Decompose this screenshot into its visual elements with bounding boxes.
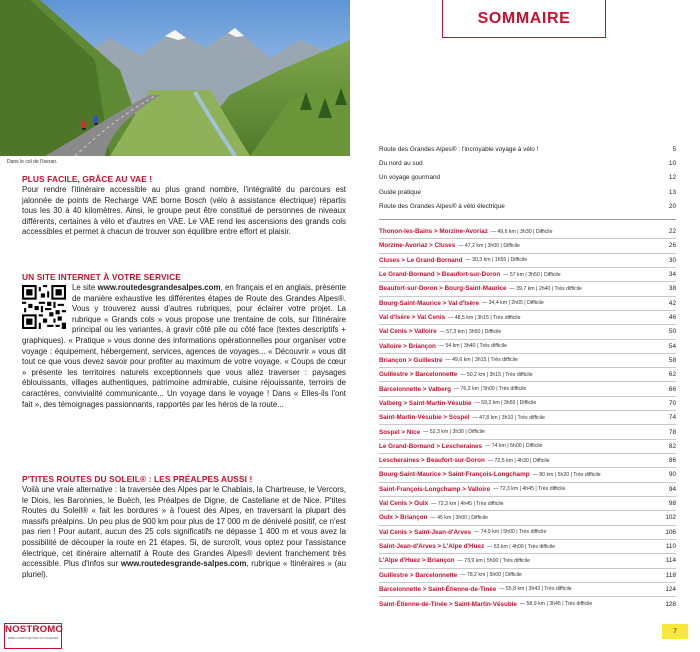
stage-details: — 52,3 km | 3h30 | Difficile bbox=[423, 429, 485, 436]
stage-details: — 50,2 km | 3h15 | Très difficile bbox=[460, 371, 533, 378]
stage-entry[interactable] bbox=[379, 497, 676, 511]
stage-page: 58 bbox=[668, 356, 676, 364]
stage-page: 124 bbox=[665, 585, 676, 593]
stage-entry[interactable] bbox=[379, 325, 676, 339]
stage-entry[interactable] bbox=[379, 540, 676, 554]
nostromo-logo bbox=[4, 623, 62, 649]
stage-route: Cluses > Le Grand-Bornand bbox=[379, 256, 463, 264]
toc-entry[interactable] bbox=[379, 185, 676, 199]
mountain-road-illustration bbox=[0, 0, 350, 156]
stage-entry[interactable] bbox=[379, 225, 676, 239]
stage-page: 34 bbox=[668, 271, 676, 279]
toc-entry[interactable] bbox=[379, 171, 676, 185]
stage-route: Bourg-Saint-Maurice > Saint-François-Longchamp bbox=[379, 471, 530, 479]
stage-entry[interactable] bbox=[379, 239, 676, 253]
stage-page: 82 bbox=[668, 442, 676, 450]
stage-entry[interactable] bbox=[379, 254, 676, 268]
photo-caption: Dans le col de l'Iseran. bbox=[7, 159, 58, 165]
toc-entry[interactable] bbox=[379, 142, 676, 156]
stage-route: Val Cenis > Oulx bbox=[379, 500, 429, 508]
stage-route: Val Cenis > Saint-Jean-d'Arves bbox=[379, 528, 471, 536]
stage-route: Sospel > Nice bbox=[379, 428, 421, 436]
stage-entry[interactable] bbox=[379, 282, 676, 296]
stage-route: Saint-Étienne-de-Tinée > Saint-Martin-Vésubie bbox=[379, 600, 517, 608]
stage-details: — 78,2 km | 5h00 | Difficile bbox=[460, 572, 522, 579]
stage-route: Saint-François-Longchamp > Valloire bbox=[379, 485, 491, 493]
stage-route: Valloire > Briançon bbox=[379, 342, 436, 350]
stage-entry[interactable] bbox=[379, 382, 676, 396]
stage-page: 66 bbox=[668, 385, 676, 393]
stage-route: Briançon > Guillestre bbox=[379, 356, 443, 364]
toc-entry-page: 13 bbox=[668, 188, 676, 196]
stage-route: Lescheraines > Beaufort-sur-Doron bbox=[379, 457, 485, 465]
stage-page: 38 bbox=[668, 285, 676, 293]
stage-page: 42 bbox=[668, 299, 676, 307]
stage-page: 114 bbox=[665, 557, 676, 565]
stage-toc bbox=[379, 225, 676, 611]
stage-details: — 48,5 km | 3h15 | Très difficile bbox=[448, 314, 521, 321]
stage-entry[interactable] bbox=[379, 569, 676, 583]
section-heading: UN SITE INTERNET À VOTRE SERVICE bbox=[22, 272, 181, 282]
stage-details: — 55,8 km | 3h43 | Très difficile bbox=[499, 586, 572, 593]
stage-page: 78 bbox=[668, 428, 676, 436]
stage-entry[interactable] bbox=[379, 554, 676, 568]
stage-entry[interactable] bbox=[379, 397, 676, 411]
stage-details: — 45 km | 3h00 | Difficile bbox=[430, 514, 488, 521]
stage-route: Thonon-les-Bains > Morzine-Avoriaz bbox=[379, 228, 488, 236]
stage-page: 110 bbox=[665, 543, 676, 551]
stage-page: 30 bbox=[668, 256, 676, 264]
toc-entry-label: Route des Grandes Alpes® : l'incroyable voyage à vélo ! bbox=[379, 145, 539, 153]
stage-details: — 63 km | 4h00 | Très difficile bbox=[487, 543, 556, 550]
stage-entry[interactable] bbox=[379, 297, 676, 311]
stage-details: — 34,4 km | 2h05 | Difficile bbox=[482, 300, 544, 307]
stage-route: Valberg > Saint-Martin-Vésubie bbox=[379, 399, 472, 407]
stage-page: 128 bbox=[665, 600, 676, 608]
stage-page: 102 bbox=[665, 514, 676, 522]
stage-route: Guillestre > Barcelonnette bbox=[379, 371, 458, 379]
stage-entry[interactable] bbox=[379, 425, 676, 439]
website-link[interactable]: www.routedesgrande-salpes.com bbox=[120, 559, 247, 569]
stage-route: Le Grand-Bornand > Lescheraines bbox=[379, 442, 483, 450]
stage-route: Guillestre > Barcelonnette bbox=[379, 571, 458, 579]
stage-entry[interactable] bbox=[379, 454, 676, 468]
stage-entry[interactable] bbox=[379, 511, 676, 525]
stage-details: — 58,9 km | 3h45 | Très difficile bbox=[519, 601, 593, 608]
stage-page: 22 bbox=[668, 228, 676, 236]
section-text bbox=[22, 485, 346, 580]
stage-route: Saint-Martin-Vésubie > Sospel bbox=[379, 414, 470, 422]
section-text-end: , en français et en anglais, présente de manière exhaustive les différentes étapes de Route des Grandes Alpes®. Vous y trouverez aussi d'autres rubriques, pour éclairer votre projet. La rubrique « Grands cols » vous propose une trentaine de cols, sur l'itinéraire principal ou les variantes, à gravir côté pile ou côté face (textes descriptifs + graphiques). « Pratique » vous donne des informations opérationnelles pour organiser votre voyage : équipement, hébergement, services, agences de voyages... « Découvrir » vous dit tout ce que vous devez savoir pour profiter au maximum de votre voyage. « Coups de cœur » présente les territoires naturels exceptionnels que vous allez traverser : paysages éblouissants, villages authentiques, patrimoine admirable, cuisine réjouissante, terroirs de caractères, convivialité communicante... Un voyage dans le voyage ! Dans « Elles-ils l'ont fait », des témoignages passionnants, rapportés par les héros de la route... bbox=[22, 283, 346, 409]
toc-entry-label: Du nord au sud bbox=[379, 159, 423, 167]
stage-details: — 47,2 km | 3h00 | Difficile bbox=[458, 242, 520, 249]
stage-page: 106 bbox=[665, 528, 676, 536]
section-ptites-routes bbox=[22, 474, 346, 580]
stage-page: 54 bbox=[668, 342, 676, 350]
logo-subtitle: WEB COMPTOIR DES VOYAGEURS bbox=[7, 636, 59, 640]
logo-name: NOSTROMO bbox=[5, 624, 64, 635]
toc-entry-label: Route des Grandes Alpes® à vélo électrique bbox=[379, 202, 505, 210]
stage-details: — 73,9 km | 5h00 | Très difficile bbox=[457, 557, 530, 564]
stage-page: 74 bbox=[668, 414, 676, 422]
col-iseran-photo bbox=[0, 0, 350, 156]
toc-entry[interactable] bbox=[379, 156, 676, 170]
stage-route: Saint-Jean-d'Arves > L'Alpe d'Huez bbox=[379, 543, 485, 551]
stage-details: — 39,7 km | 2h40 | Très difficile bbox=[509, 285, 582, 292]
section-heading: PLUS FACILE, GRÂCE AU VAE ! bbox=[22, 174, 153, 184]
stage-route: Morzine-Avoriaz > Cluses bbox=[379, 242, 456, 250]
toc-divider bbox=[379, 219, 676, 220]
toc-entry-page: 20 bbox=[668, 202, 676, 210]
section-vae bbox=[22, 174, 346, 238]
stage-details: — 76,2 km | 5h00 | Très difficile bbox=[453, 386, 527, 393]
website-link[interactable]: www.routedesgrandesalpes.com bbox=[97, 283, 221, 292]
toc-entry-page: 5 bbox=[672, 145, 676, 153]
stage-page: 90 bbox=[668, 471, 676, 479]
toc-entry-page: 12 bbox=[668, 174, 676, 182]
stage-page: 26 bbox=[668, 242, 676, 250]
stage-details: — 30,3 km | 1h55 | Difficile bbox=[465, 257, 528, 264]
stage-entry[interactable] bbox=[379, 411, 676, 425]
stage-page: 86 bbox=[668, 457, 676, 465]
toc-entry[interactable] bbox=[379, 199, 676, 213]
intro-toc bbox=[379, 142, 676, 213]
stage-entry[interactable] bbox=[379, 340, 676, 354]
toc-entry-page: 10 bbox=[668, 159, 676, 167]
stage-entry[interactable] bbox=[379, 311, 676, 325]
section-website bbox=[22, 272, 346, 410]
stage-details: — 57 km | 3h50 | Difficile bbox=[503, 271, 561, 278]
stage-entry[interactable] bbox=[379, 526, 676, 540]
stage-page: 98 bbox=[668, 500, 676, 508]
stage-route: Bourg-Saint-Maurice > Val d'Isère bbox=[379, 299, 480, 307]
stage-details: — 47,8 km | 3h10 | Très difficile bbox=[472, 414, 545, 421]
stage-route: Oulx > Briançon bbox=[379, 514, 428, 522]
stage-route: Barcelonnette > Valberg bbox=[379, 385, 451, 393]
toc-entry-label: Guide pratique bbox=[379, 188, 421, 196]
page-title: SOMMAIRE bbox=[477, 10, 571, 27]
stage-route: Val Cenis > Valloire bbox=[379, 328, 437, 336]
stage-details: — 49,6 km | 3h15 | Très difficile bbox=[445, 357, 518, 364]
stage-route: Le Grand-Bornand > Beaufort-sur-Doron bbox=[379, 271, 501, 279]
stage-page: 70 bbox=[668, 399, 676, 407]
stage-entry[interactable] bbox=[379, 583, 676, 597]
stage-details: — 72,3 km | 4h45 | Très difficile bbox=[431, 500, 504, 507]
stage-details: — 57,3 km | 3h50 | Difficile bbox=[439, 328, 502, 335]
stage-entry[interactable] bbox=[379, 483, 676, 497]
stage-page: 94 bbox=[668, 485, 676, 493]
stage-entry[interactable] bbox=[379, 354, 676, 368]
section-text-end: , rubrique « Itinéraires » (au pluriel). bbox=[22, 559, 346, 579]
stage-details: — 54 km | 3h40 | Très difficile bbox=[438, 343, 507, 350]
qr-code-icon[interactable] bbox=[22, 285, 66, 329]
stage-entry[interactable] bbox=[379, 440, 676, 454]
sommaire-header bbox=[442, 0, 606, 38]
stage-route: Beaufort-sur-Doron > Bourg-Saint-Maurice bbox=[379, 285, 507, 293]
stage-details: — 80 km | 5h20 | Très difficile bbox=[532, 471, 601, 478]
stage-route: L'Alpe d'Huez > Briançon bbox=[379, 557, 455, 565]
stage-entry[interactable] bbox=[379, 368, 676, 382]
stage-details: — 59,2 km | 3h50 | Difficile bbox=[474, 400, 537, 407]
section-text: Pour rendre l'itinéraire accessible au plus grand nombre, l'intégralité du parcours est jalonnée de points de Recharge VAE borne Bosch (vélo à assistance électrique) répartis tous les 30 à 40 kilomètres. Ainsi, le groupe peut être constitué de personnes de niveaux différents, certaines à vélo et d'autres en VAE. Le VAE rend les ascensions des grands cols accessibles et permet à chacun de trouver son équilibre entre effort et plaisir. bbox=[22, 185, 346, 237]
stage-details: — 74 km | 5h00 | Difficile bbox=[485, 443, 543, 450]
toc-entry-label: Un voyage gourmand bbox=[379, 174, 441, 182]
section-text-start: Le site bbox=[72, 283, 98, 292]
stage-route: Val d'Isère > Val Cenis bbox=[379, 314, 446, 322]
stage-page: 118 bbox=[665, 571, 676, 579]
stage-page: 62 bbox=[668, 371, 676, 379]
stage-details: — 74,9 km | 5h00 | Très difficile bbox=[473, 529, 547, 536]
stage-route: Barcelonnette > Saint-Étienne-de-Tinée bbox=[379, 585, 497, 593]
stage-details: — 49,6 km | 3h30 | Difficile bbox=[490, 228, 553, 235]
section-text-start: Voilà une vraie alternative : la traversée des Alpes par le Chablais, la Chartreuse, le Vercors, le Diois, les Baronnies, le Buëch, les Préalpes de Digne, de Castellane et de Nice. P'tites Routes du Soleil® « fait les bordures » à l'ouest des Alpes, en traversant la plupart des massifs préalpins. Un peu plus de 900 km pour plus de 17 000 m de dénivelé positif, ce n'est pas rien ! Pour autant, aucun des 25 cols significatifs ne dépasse 1 400 m et vous avez la possibilité de découper la route en 21 étapes. Si, de surcroît, vous optez pour l'assistance électrique, cet itinéraire alternatif à Route des Grandes Alpes® devient franchement très accessible. Plus d'infos sur bbox=[22, 485, 346, 569]
page-number: 7 bbox=[662, 624, 688, 639]
stage-page: 46 bbox=[668, 314, 676, 322]
right-page bbox=[352, 0, 700, 652]
stage-page: 50 bbox=[668, 328, 676, 336]
stage-entry[interactable] bbox=[379, 468, 676, 482]
stage-entry[interactable] bbox=[379, 597, 676, 611]
stage-entry[interactable] bbox=[379, 268, 676, 282]
stage-details: — 72,5 km | 4h30 | Difficile bbox=[487, 457, 550, 464]
section-text bbox=[22, 283, 346, 410]
section-heading: P'TITES ROUTES DU SOLEIL® : LES PRÉALPES AUSSI ! bbox=[22, 474, 253, 484]
stage-details: — 72,3 km | 4h45 | Très difficile bbox=[493, 486, 566, 493]
